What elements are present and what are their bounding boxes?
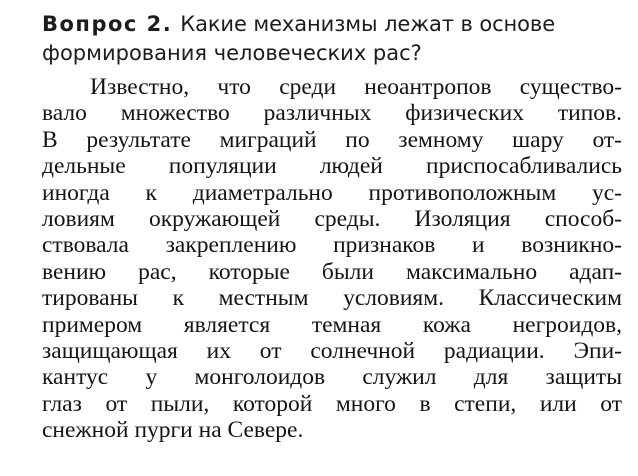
question-text-line-2: формирования человеческих рас? <box>42 41 422 65</box>
answer-line: глаз от пыли, которой много в степи, или от <box>42 390 622 417</box>
answer-line: иногда к диаметрально противоположным ус- <box>42 179 622 206</box>
answer-line: Известно, что среди неоантропов существо- <box>90 74 622 100</box>
question-label: Вопрос 2. <box>42 12 173 36</box>
answer-line: ловиям окружающей среды. Изоляция способ- <box>42 205 622 232</box>
answer-line: вало множество различных физических типов. <box>42 100 622 127</box>
answer-line: В результате миграций по земному шару от- <box>42 126 622 153</box>
answer-line: ствовала закреплению признаков и возникно- <box>42 232 622 259</box>
answer-line: дельные популяции людей приспосабливались <box>42 153 622 180</box>
answer-line: кантус у монголоидов служил для защиты <box>42 364 622 391</box>
answer-line: снежной пурги на Севере. <box>42 417 304 444</box>
answer-line: примером является темная кожа негроидов, <box>42 311 622 338</box>
question-text-line-1: Какие механизмы лежат в основе <box>180 12 556 36</box>
answer-line: защищающая их от солнечной радиации. Эпи- <box>42 337 622 364</box>
answer-line: вению рас, которые были максимально адап- <box>42 258 622 285</box>
answer-paragraph <box>42 74 622 443</box>
question-heading <box>42 10 622 68</box>
question-first-line <box>42 10 622 39</box>
answer-line: тированы к местным условиям. Классическим <box>42 285 622 312</box>
